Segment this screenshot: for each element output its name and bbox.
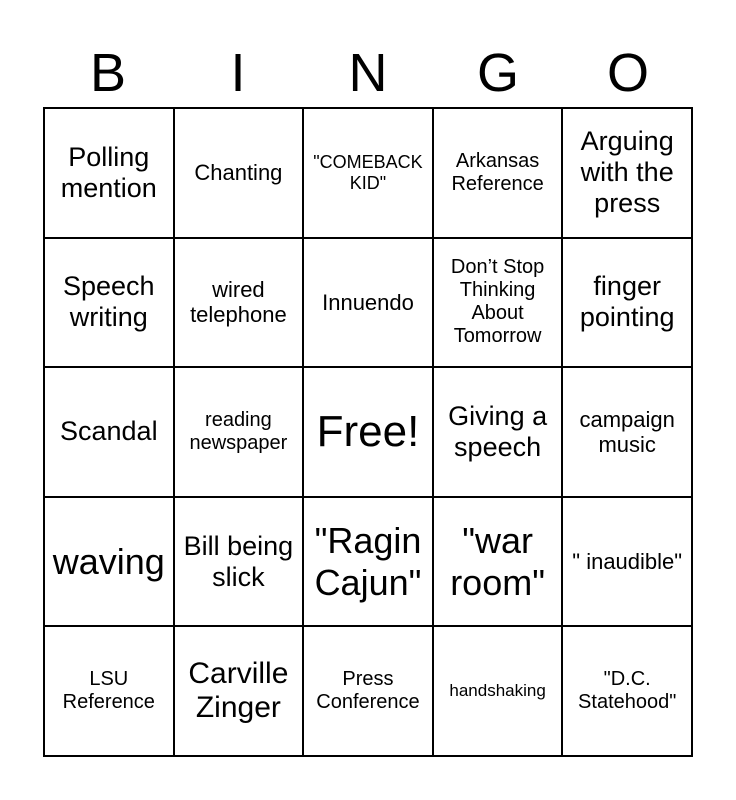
cell-label: campaign music bbox=[579, 406, 675, 457]
cell-label: Carville Zinger bbox=[188, 656, 289, 725]
cell-label: Arguing with the press bbox=[580, 126, 674, 219]
bingo-cell-b1[interactable] bbox=[44, 108, 174, 238]
bingo-cell-b5[interactable] bbox=[44, 626, 174, 756]
bingo-cell-free[interactable] bbox=[303, 367, 433, 497]
bingo-header bbox=[43, 40, 693, 106]
cell-label: Giving a speech bbox=[448, 400, 548, 462]
cell-label: Speech writing bbox=[63, 271, 155, 333]
cell-label: Chanting bbox=[194, 160, 283, 186]
cell-label: Don’t Stop Thinking About Tomorrow bbox=[450, 256, 545, 348]
bingo-cell-i5[interactable] bbox=[174, 626, 304, 756]
bingo-cell-i2[interactable] bbox=[174, 238, 304, 368]
cell-label: LSU Reference bbox=[62, 668, 155, 714]
bingo-cell-b2[interactable] bbox=[44, 238, 174, 368]
bingo-cell-n1[interactable] bbox=[303, 108, 433, 238]
header-letter-g: G bbox=[476, 43, 519, 103]
bingo-cell-n4[interactable] bbox=[303, 497, 433, 627]
header-letter-b: B bbox=[89, 43, 127, 103]
cell-label: Free! bbox=[316, 406, 420, 456]
bingo-cell-o3[interactable] bbox=[562, 367, 692, 497]
header-letter-n: N bbox=[348, 43, 388, 103]
bingo-cell-i1[interactable] bbox=[174, 108, 304, 238]
bingo-cell-o5[interactable] bbox=[562, 626, 692, 756]
cell-label: reading newspaper bbox=[189, 408, 288, 454]
header-letter-i: I bbox=[230, 43, 246, 103]
bingo-cell-g4[interactable] bbox=[433, 497, 563, 627]
bingo-cell-g5[interactable] bbox=[433, 626, 563, 756]
bingo-cell-b4[interactable] bbox=[44, 497, 174, 627]
cell-label: wired telephone bbox=[190, 277, 287, 328]
cell-label: "D.C. Statehood" bbox=[578, 668, 677, 714]
cell-label: "Ragin Cajun" bbox=[314, 520, 422, 603]
bingo-cell-i4[interactable] bbox=[174, 497, 304, 627]
bingo-cell-b3[interactable] bbox=[44, 367, 174, 497]
cell-label: " inaudible" bbox=[572, 548, 683, 574]
bingo-cell-o4[interactable] bbox=[562, 497, 692, 627]
bingo-cell-g3[interactable] bbox=[433, 367, 563, 497]
cell-label: Arkansas Reference bbox=[451, 149, 544, 195]
cell-label: "COMEBACK KID" bbox=[313, 152, 423, 193]
cell-label: Press Conference bbox=[316, 668, 420, 714]
bingo-cell-n2[interactable] bbox=[303, 238, 433, 368]
bingo-cell-i3[interactable] bbox=[174, 367, 304, 497]
cell-label: "war room" bbox=[450, 520, 545, 603]
cell-label: Scandal bbox=[60, 416, 158, 447]
bingo-cell-o2[interactable] bbox=[562, 238, 692, 368]
bingo-card-grid bbox=[43, 107, 693, 757]
bingo-cell-g1[interactable] bbox=[433, 108, 563, 238]
cell-label: Bill being slick bbox=[183, 530, 294, 592]
cell-label: Polling mention bbox=[60, 141, 157, 203]
header-letter-o: O bbox=[606, 43, 649, 103]
cell-label: finger pointing bbox=[579, 271, 675, 333]
bingo-cell-n5[interactable] bbox=[303, 626, 433, 756]
bingo-cell-g2[interactable] bbox=[433, 238, 563, 368]
bingo-cell-o1[interactable] bbox=[562, 108, 692, 238]
cell-label: Innuendo bbox=[322, 289, 414, 315]
cell-label: handshaking bbox=[449, 681, 546, 701]
cell-label: waving bbox=[52, 540, 165, 582]
